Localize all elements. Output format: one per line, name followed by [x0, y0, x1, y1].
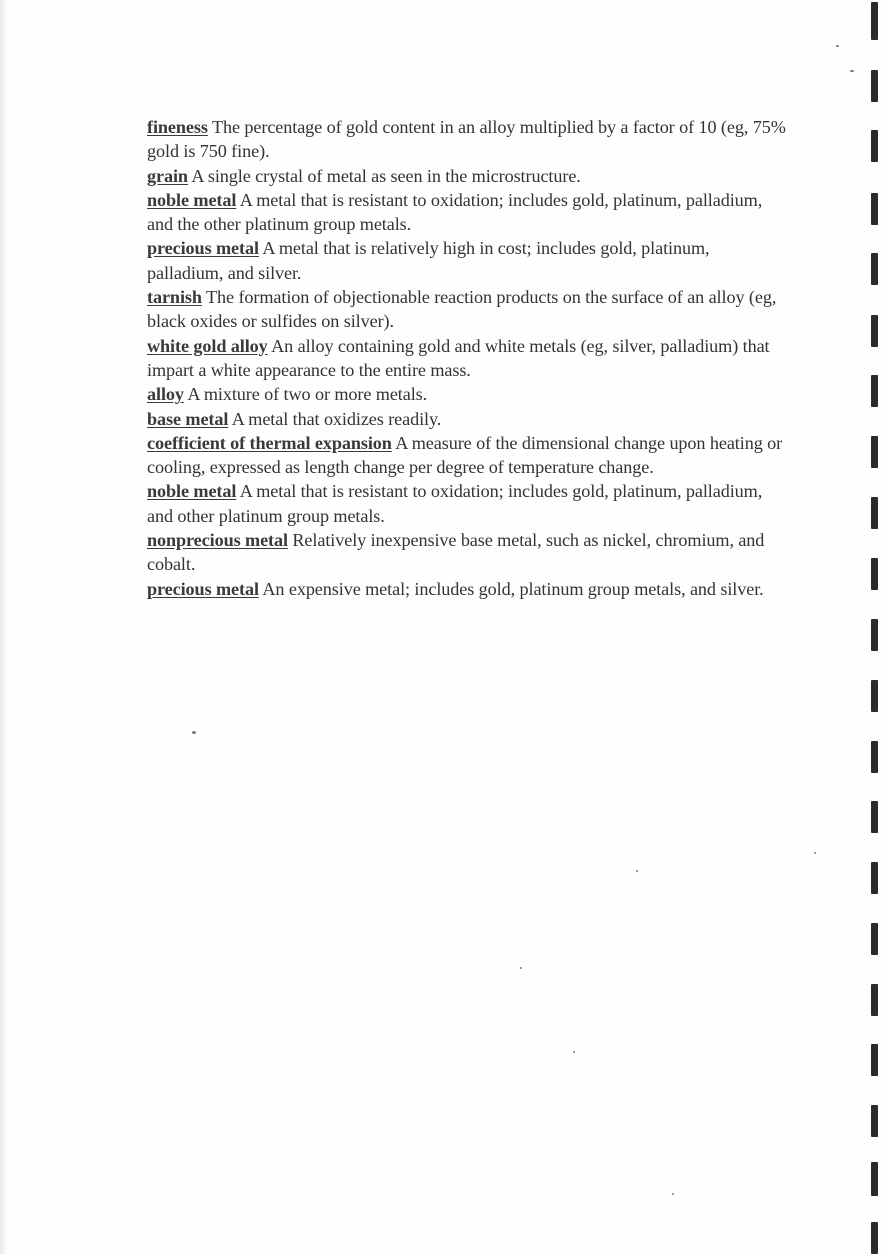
- glossary-entry-base-metal: [147, 407, 787, 431]
- binder-mark: [871, 741, 878, 773]
- glossary-definition: A metal that is resistant to oxidation; includes gold, platinum, palladium, and other platinum group metals.: [147, 481, 763, 526]
- glossary-entry-nonprecious-metal: [147, 528, 787, 577]
- binder-mark: [871, 2, 878, 40]
- binder-mark: [871, 193, 878, 225]
- glossary-entry-fineness: [147, 115, 787, 164]
- glossary-list: [147, 115, 787, 601]
- glossary-term: white gold alloy: [147, 335, 268, 356]
- glossary-definition: The percentage of gold content in an alloy multiplied by a factor of 10 (eg, 75% gold is 750 fine).: [147, 117, 786, 162]
- binder-mark: [871, 130, 878, 162]
- binder-mark: [871, 862, 878, 894]
- binder-mark: [871, 984, 878, 1016]
- glossary-term: tarnish: [147, 287, 202, 308]
- binder-mark: [871, 497, 878, 529]
- glossary-definition: A mixture of two or more metals.: [187, 384, 428, 405]
- glossary-term: precious metal: [147, 238, 259, 259]
- binder-mark: [871, 375, 878, 407]
- glossary-entry-noble-metal-2: [147, 479, 787, 528]
- scan-speck: [192, 731, 196, 734]
- glossary-entry-white-gold-alloy: [147, 334, 787, 383]
- binder-mark: [871, 923, 878, 955]
- glossary-term: noble metal: [147, 481, 237, 502]
- binder-mark: [871, 619, 878, 651]
- glossary-term: fineness: [147, 117, 208, 137]
- scan-speck: [836, 45, 839, 47]
- binder-mark: [871, 253, 878, 285]
- scan-speck: [850, 70, 854, 72]
- glossary-entry-precious-metal-2: [147, 577, 787, 601]
- binder-mark: [871, 70, 878, 102]
- glossary-entry-alloy: [147, 382, 787, 406]
- glossary-definition: A metal that oxidizes readily.: [231, 408, 442, 429]
- binder-mark: [871, 1162, 878, 1196]
- scan-speck: [636, 870, 638, 872]
- glossary-definition: The formation of objectionable reaction products on the surface of an alloy (eg, black oxides or sulfides on silver).: [147, 287, 777, 332]
- scan-speck: [814, 852, 816, 854]
- glossary-entry-grain: [147, 164, 787, 188]
- glossary-definition: An expensive metal; includes gold, platinum group metals, and silver.: [262, 578, 764, 599]
- binder-mark: [871, 801, 878, 833]
- scan-speck: [520, 967, 522, 969]
- page-left-edge-shadow: [0, 0, 8, 1254]
- glossary-term: precious metal: [147, 578, 259, 599]
- glossary-entry-precious-metal: [147, 236, 787, 285]
- glossary-term: alloy: [147, 384, 184, 405]
- binder-mark: [871, 315, 878, 347]
- glossary-definition: An alloy containing gold and white metals (eg, silver, palladium) that impart a white appearance to the entire mass.: [147, 335, 770, 380]
- glossary-term: coefficient of thermal expansion: [147, 432, 392, 453]
- glossary-definition: A single crystal of metal as seen in the microstructure.: [191, 165, 581, 186]
- binder-mark: [871, 558, 878, 590]
- binder-mark: [871, 436, 878, 468]
- binder-mark: [871, 1105, 878, 1137]
- glossary-definition: A metal that is resistant to oxidation; includes gold, platinum, palladium, and the other platinum group metals.: [147, 189, 763, 235]
- glossary-definition: A metal that is relatively high in cost; includes gold, platinum, palladium, and silver.: [147, 238, 710, 283]
- glossary-definition: Relatively inexpensive base metal, such as nickel, chromium, and cobalt.: [147, 530, 765, 575]
- glossary-term: noble metal: [147, 189, 237, 210]
- glossary-entry-tarnish: [147, 285, 787, 334]
- binder-mark: [871, 1044, 878, 1076]
- glossary-term: nonprecious metal: [147, 530, 288, 551]
- scan-speck: [573, 1051, 575, 1053]
- glossary-definition: A measure of the dimensional change upon heating or cooling, expressed as length change per degree of temperature change.: [147, 432, 783, 478]
- glossary-term: grain: [147, 165, 188, 186]
- glossary-term: base metal: [147, 408, 229, 429]
- glossary-entry-coefficient-of-thermal-expansion: [147, 431, 787, 480]
- scan-speck: [672, 1193, 674, 1195]
- binder-mark: [871, 680, 878, 712]
- binder-mark: [871, 1222, 878, 1254]
- glossary-entry-noble-metal: [147, 188, 787, 237]
